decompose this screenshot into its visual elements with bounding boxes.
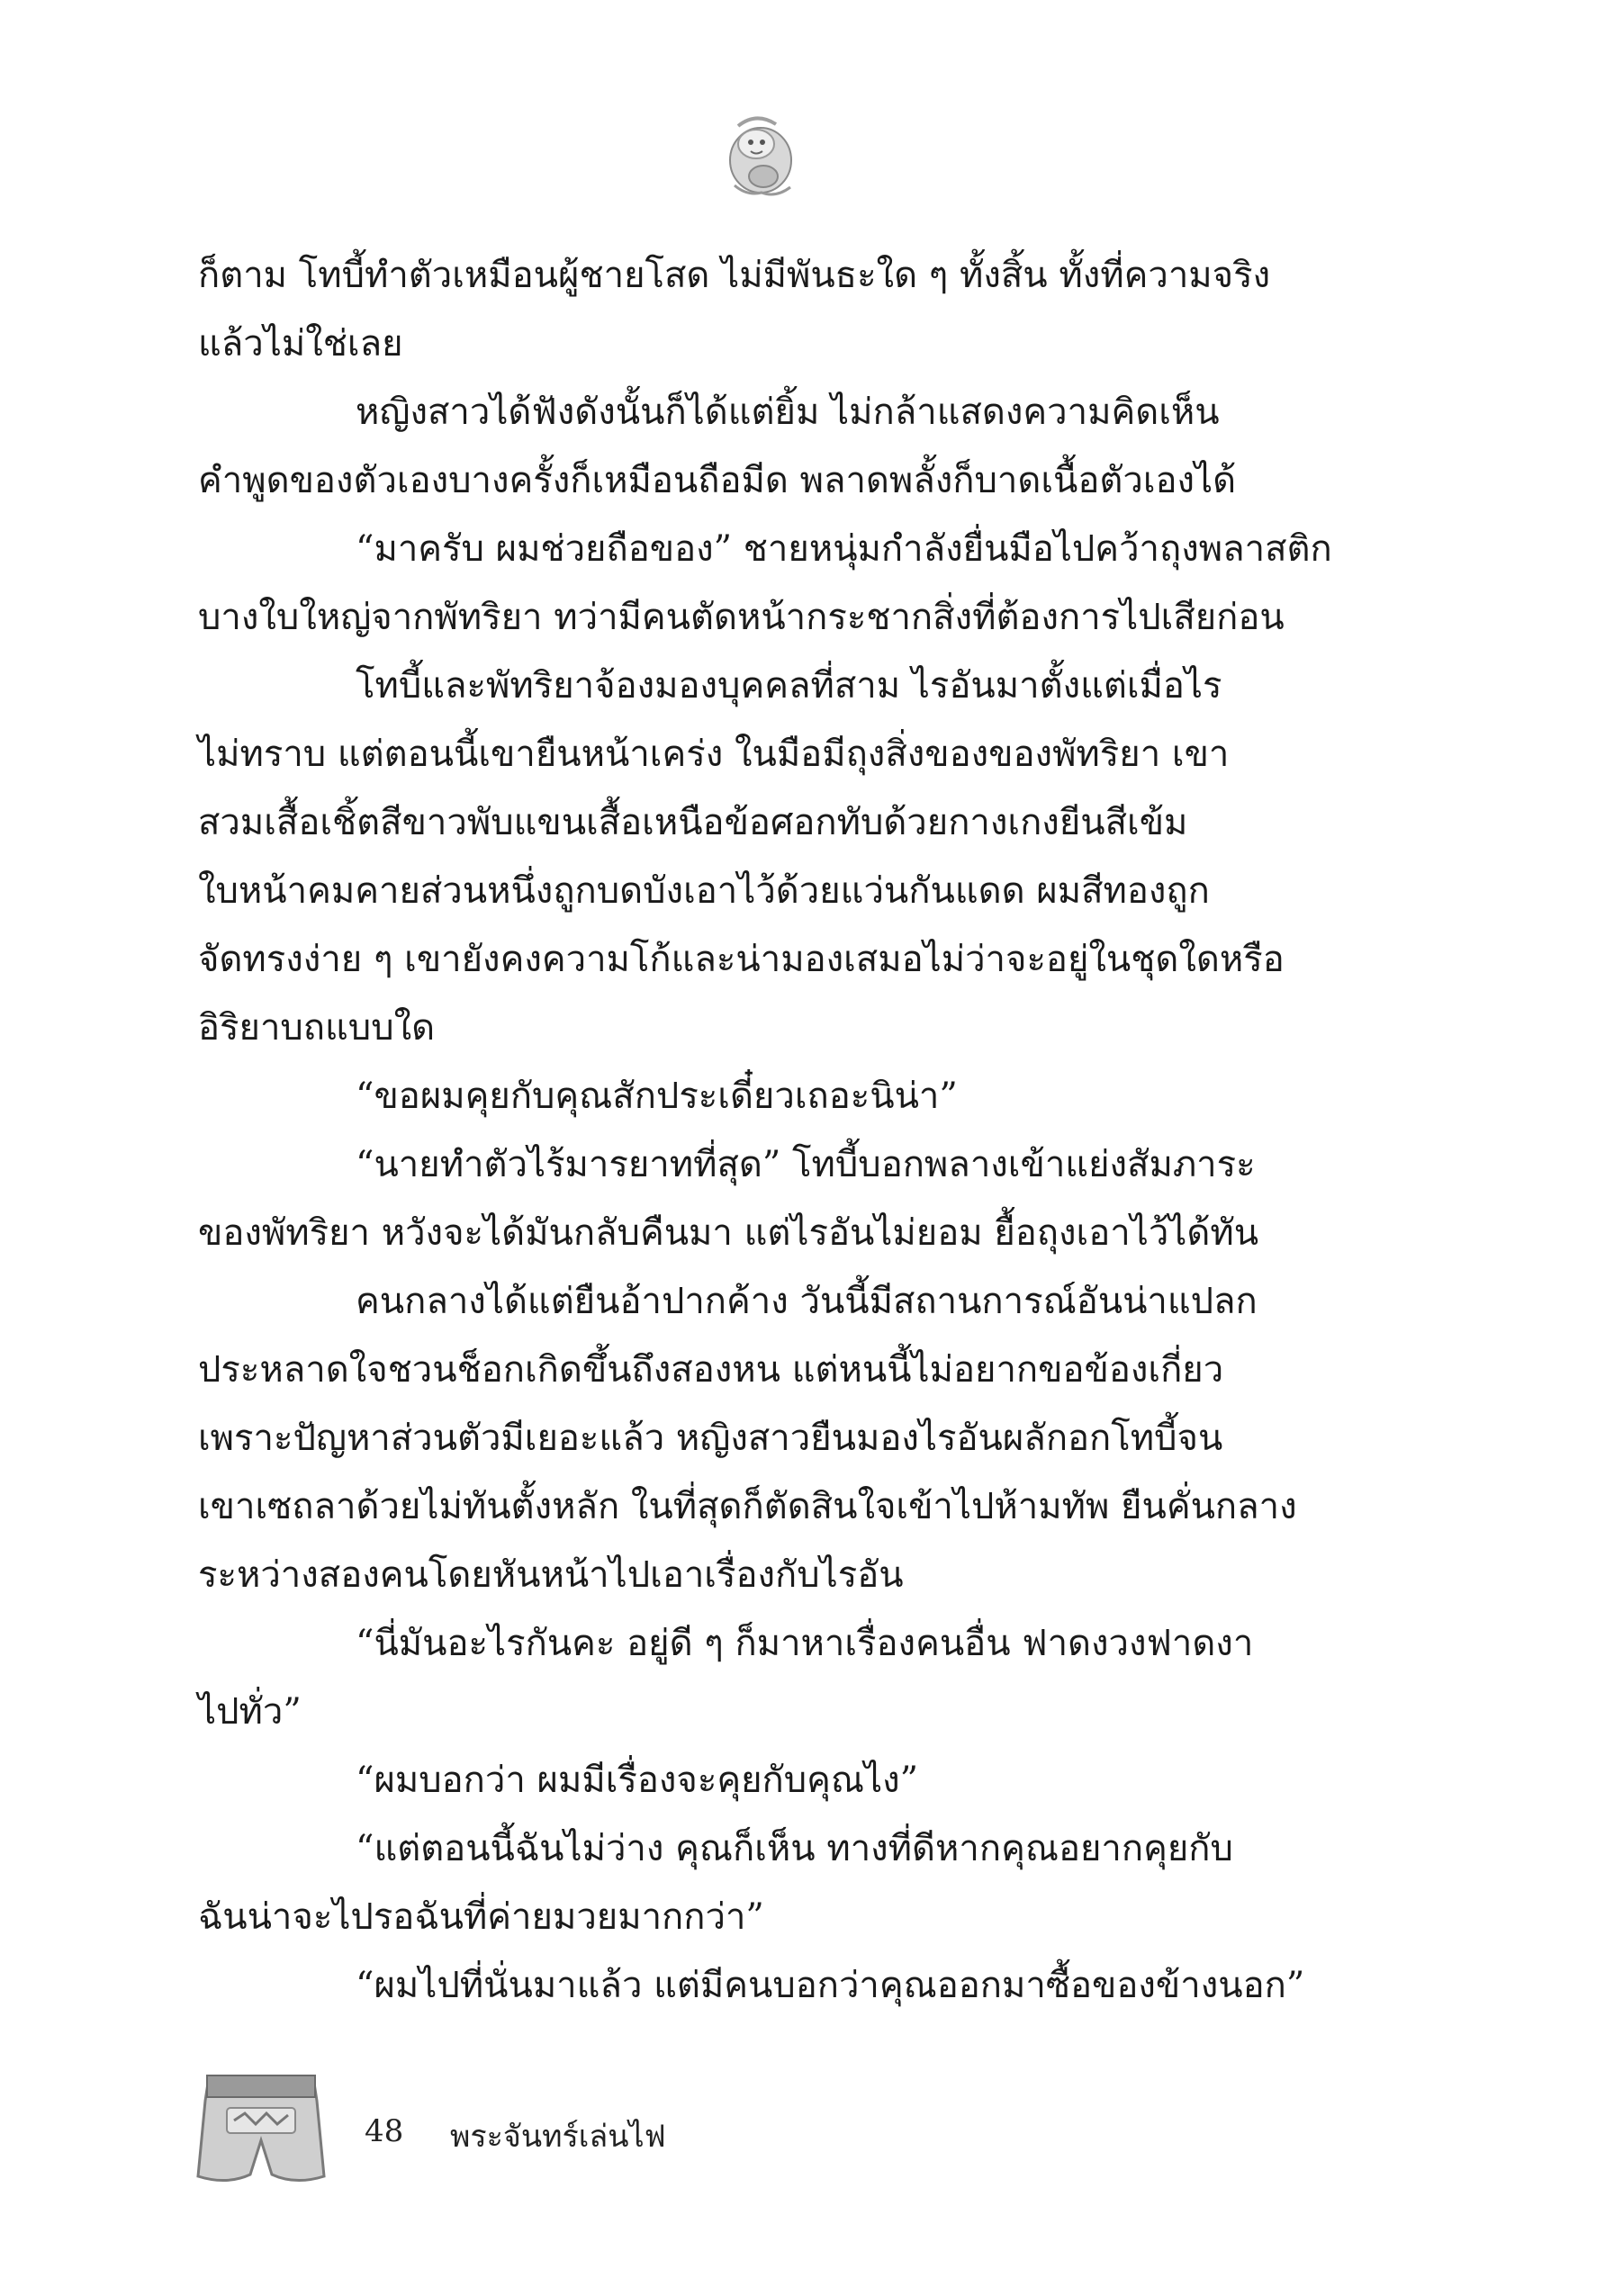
boxing-shorts-icon: [189, 2061, 333, 2196]
text-line: “ผมบอกว่า ผมมีเรื่องจะคุยกับคุณไง”: [356, 1760, 919, 1801]
text-line: บางใบใหญ่จากพัทริยา ทว่ามีคนตัดหน้ากระชากสิ่งที่ต้องการไปเสียก่อน: [198, 597, 1285, 638]
text-line: เขาเซถลาด้วยไม่ทันตั้งหลัก ในที่สุดก็ตัดสินใจเข้าไปห้ามทัพ ยืนคั่นกลาง: [198, 1486, 1297, 1527]
text-line: คำพูดของตัวเองบางครั้งก็เหมือนถือมีด พลาดพลั้งก็บาดเนื้อตัวเองได้: [198, 460, 1237, 501]
text-line: “แต่ตอนนี้ฉันไม่ว่าง คุณก็เห็น ทางที่ดีหากคุณอยากคุยกับ: [356, 1828, 1233, 1869]
text-line: แล้วไม่ใช่เลย: [198, 323, 403, 365]
text-line: อิริยาบถแบบใด: [198, 1007, 436, 1049]
body-text: [198, 241, 1332, 2020]
text-line: สวมเสื้อเชิ้ตสีขาวพับแขนเสื้อเหนือข้อศอกทับด้วยกางเกงยีนสีเข้ม: [198, 802, 1188, 843]
text-line: “นายทำตัวไร้มารยาทที่สุด” โทบี้บอกพลางเข้าแย่งสัมภาระ: [356, 1144, 1256, 1185]
text-line: ไปทั่ว”: [198, 1691, 302, 1733]
text-line: ของพัทริยา หวังจะได้มันกลับคืนมา แต่ไรอันไม่ยอม ยื้อถุงเอาไว้ได้ทัน: [198, 1212, 1259, 1254]
cartoon-character-icon: [711, 106, 810, 205]
book-title: พระจันทร์เล่นไฟ: [450, 2119, 666, 2155]
page-number: 48: [365, 2113, 404, 2149]
text-line: หญิงสาวได้ฟังดังนั้นก็ได้แต่ยิ้ม ไม่กล้าแสดงความคิดเห็น: [356, 392, 1220, 433]
text-line: ไม่ทราบ แต่ตอนนี้เขายืนหน้าเคร่ง ในมือมีถุงสิ่งของของพัทริยา เขา: [198, 734, 1230, 775]
text-line: คนกลางได้แต่ยืนอ้าปากค้าง วันนี้มีสถานการณ์อันน่าแปลก: [356, 1281, 1258, 1322]
text-line: ก็ตาม โทบี้ทำตัวเหมือนผู้ชายโสด ไม่มีพันธะใด ๆ ทั้งสิ้น ทั้งที่ความจริง: [198, 255, 1271, 296]
text-line: จัดทรงง่าย ๆ เขายังคงความโก้และน่ามองเสมอไม่ว่าจะอยู่ในชุดใดหรือ: [198, 939, 1285, 980]
text-line: ระหว่างสองคนโดยหันหน้าไปเอาเรื่องกับไรอัน: [198, 1554, 904, 1596]
text-line: โทบี้และพัทริยาจ้องมองบุคคลที่สาม ไรอันมาตั้งแต่เมื่อไร: [356, 665, 1222, 707]
text-line: เพราะปัญหาส่วนตัวมีเยอะแล้ว หญิงสาวยืนมองไรอันผลักอกโทบี้จน: [198, 1418, 1223, 1459]
text-line: “ขอผมคุยกับคุณสักประเดี๋ยวเถอะนิน่า”: [356, 1076, 958, 1117]
text-line: “มาครับ ผมช่วยถือของ” ชายหนุ่มกำลังยื่นมือไปคว้าถุงพลาสติก: [356, 528, 1332, 570]
text-line: “ผมไปที่นั่นมาแล้ว แต่มีคนบอกว่าคุณออกมาซื้อของข้างนอก”: [356, 1965, 1305, 2006]
text-line: ใบหน้าคมคายส่วนหนึ่งถูกบดบังเอาไว้ด้วยแว่นกันแดด ผมสีทองถูก: [198, 870, 1210, 912]
page-footer: [189, 2061, 999, 2196]
text-line: ประหลาดใจชวนช็อกเกิดขึ้นถึงสองหน แต่หนนี้ไม่อยากขอข้องเกี่ยว: [198, 1349, 1224, 1391]
text-line: ฉันน่าจะไปรอฉันที่ค่ายมวยมากกว่า”: [198, 1896, 764, 1938]
text-line: “นี่มันอะไรกันคะ อยู่ดี ๆ ก็มาหาเรื่องคนอื่น ฟาดงวงฟาดงา: [356, 1623, 1254, 1664]
